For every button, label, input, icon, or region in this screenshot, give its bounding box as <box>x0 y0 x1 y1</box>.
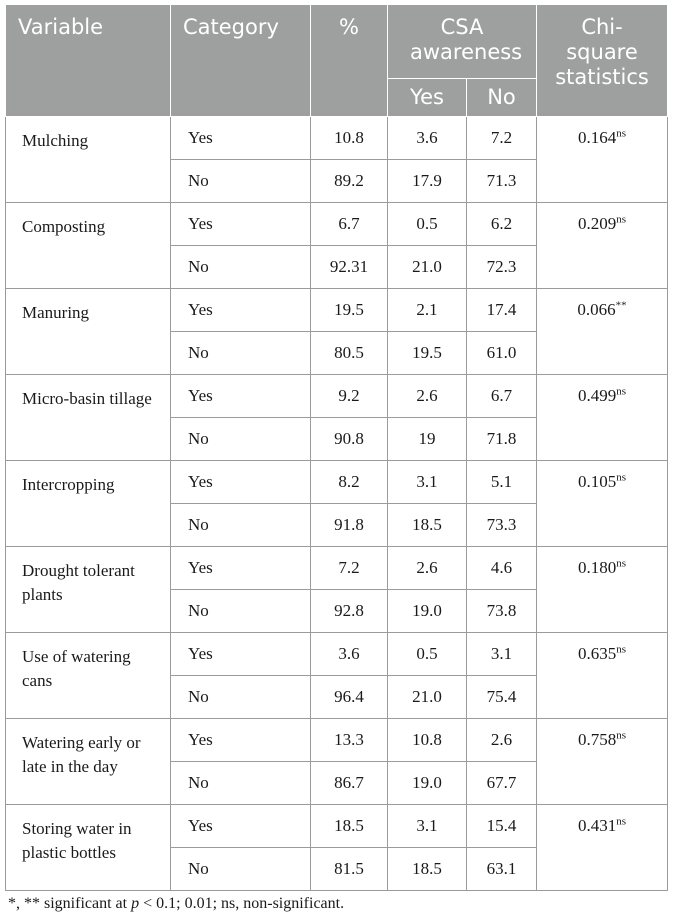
csa-yes-cell: 18.5 <box>388 848 467 891</box>
variable-cell: Manuring <box>6 289 171 375</box>
chi-square-value: 0.180 <box>578 558 617 577</box>
chi-square-value: 0.758 <box>578 730 617 749</box>
category-cell: No <box>171 590 311 633</box>
chi-square-cell <box>537 117 668 203</box>
chi-square-value: 0.066 <box>577 300 616 319</box>
chi-square-cell <box>537 375 668 461</box>
header-category: Category <box>171 5 311 117</box>
category-cell: No <box>171 246 311 289</box>
category-cell: No <box>171 848 311 891</box>
csa-no-cell: 7.2 <box>467 117 537 160</box>
table-row <box>6 633 668 676</box>
percent-cell: 3.6 <box>311 633 388 676</box>
chi-square-cell <box>537 203 668 289</box>
chi-square-value: 0.499 <box>578 386 617 405</box>
footnote-prefix: *, ** significant at <box>8 895 132 912</box>
csa-no-cell: 6.2 <box>467 203 537 246</box>
percent-cell: 13.3 <box>311 719 388 762</box>
csa-no-cell: 72.3 <box>467 246 537 289</box>
csa-yes-cell: 0.5 <box>388 633 467 676</box>
category-cell: No <box>171 418 311 461</box>
csa-no-cell: 75.4 <box>467 676 537 719</box>
table-row <box>6 547 668 590</box>
csa-no-cell: 3.1 <box>467 633 537 676</box>
category-cell: Yes <box>171 289 311 332</box>
csa-no-cell: 71.8 <box>467 418 537 461</box>
significance-mark: ns <box>616 643 627 656</box>
percent-cell: 8.2 <box>311 461 388 504</box>
chi-square-cell <box>537 805 668 891</box>
csa-yes-cell: 0.5 <box>388 203 467 246</box>
variable-cell: Drought tolerant plants <box>6 547 171 633</box>
csa-no-cell: 2.6 <box>467 719 537 762</box>
variable-cell: Use of watering cans <box>6 633 171 719</box>
csa-yes-cell: 19.5 <box>388 332 467 375</box>
csa-yes-cell: 19.0 <box>388 762 467 805</box>
header-variable: Variable <box>6 5 171 117</box>
significance-mark: ns <box>616 815 627 828</box>
percent-cell: 86.7 <box>311 762 388 805</box>
table-row <box>6 805 668 848</box>
percent-cell: 91.8 <box>311 504 388 547</box>
category-cell: Yes <box>171 375 311 418</box>
percent-cell: 6.7 <box>311 203 388 246</box>
variable-cell: Intercropping <box>6 461 171 547</box>
category-cell: No <box>171 504 311 547</box>
csa-yes-cell: 2.6 <box>388 375 467 418</box>
header-percent: % <box>311 5 388 117</box>
percent-cell: 10.8 <box>311 117 388 160</box>
table-header <box>6 5 668 117</box>
table-row <box>6 719 668 762</box>
percent-cell: 80.5 <box>311 332 388 375</box>
csa-yes-cell: 2.6 <box>388 547 467 590</box>
footnote-p: p <box>131 895 140 912</box>
csa-no-cell: 73.8 <box>467 590 537 633</box>
significance-mark: ns <box>616 127 627 140</box>
data-table <box>5 4 668 891</box>
category-cell: No <box>171 160 311 203</box>
percent-cell: 89.2 <box>311 160 388 203</box>
category-cell: No <box>171 332 311 375</box>
variable-cell: Micro-basin tillage <box>6 375 171 461</box>
csa-no-cell: 5.1 <box>467 461 537 504</box>
percent-cell: 92.8 <box>311 590 388 633</box>
variable-cell: Mulching <box>6 117 171 203</box>
category-cell: No <box>171 676 311 719</box>
csa-yes-cell: 17.9 <box>388 160 467 203</box>
chi-square-cell <box>537 719 668 805</box>
chi-square-value: 0.105 <box>578 472 617 491</box>
category-cell: Yes <box>171 461 311 504</box>
header-csa-no: No <box>467 79 537 117</box>
variable-cell: Storing water in plastic bottles <box>6 805 171 891</box>
significance-mark: ns <box>616 213 627 226</box>
significance-mark: ns <box>616 557 627 570</box>
variable-cell: Watering early or late in the day <box>6 719 171 805</box>
csa-yes-cell: 10.8 <box>388 719 467 762</box>
table-row <box>6 289 668 332</box>
chi-square-cell <box>537 633 668 719</box>
csa-yes-cell: 21.0 <box>388 676 467 719</box>
significance-mark: ns <box>616 729 627 742</box>
table-row <box>6 375 668 418</box>
percent-cell: 19.5 <box>311 289 388 332</box>
csa-no-cell: 6.7 <box>467 375 537 418</box>
csa-no-cell: 17.4 <box>467 289 537 332</box>
variable-cell: Composting <box>6 203 171 289</box>
significance-mark: ** <box>615 299 627 312</box>
csa-no-cell: 67.7 <box>467 762 537 805</box>
percent-cell: 92.31 <box>311 246 388 289</box>
csa-yes-cell: 18.5 <box>388 504 467 547</box>
header-csa-awareness: CSA awareness <box>388 5 537 79</box>
percent-cell: 96.4 <box>311 676 388 719</box>
csa-yes-cell: 3.6 <box>388 117 467 160</box>
percent-cell: 81.5 <box>311 848 388 891</box>
header-csa-yes: Yes <box>388 79 467 117</box>
chi-square-value: 0.431 <box>578 816 617 835</box>
significance-mark: ns <box>616 385 627 398</box>
chi-square-cell <box>537 547 668 633</box>
csa-no-cell: 63.1 <box>467 848 537 891</box>
csa-yes-cell: 19.0 <box>388 590 467 633</box>
csa-no-cell: 4.6 <box>467 547 537 590</box>
category-cell: Yes <box>171 719 311 762</box>
table-row <box>6 203 668 246</box>
csa-no-cell: 61.0 <box>467 332 537 375</box>
csa-yes-cell: 3.1 <box>388 805 467 848</box>
csa-yes-cell: 19 <box>388 418 467 461</box>
category-cell: Yes <box>171 547 311 590</box>
csa-yes-cell: 2.1 <box>388 289 467 332</box>
category-cell: Yes <box>171 117 311 160</box>
table-body <box>6 117 668 891</box>
percent-cell: 9.2 <box>311 375 388 418</box>
category-cell: Yes <box>171 633 311 676</box>
csa-no-cell: 15.4 <box>467 805 537 848</box>
footnote <box>8 895 344 913</box>
header-chi-square: Chi-square statistics <box>537 5 668 117</box>
chi-square-cell <box>537 289 668 375</box>
table-row <box>6 461 668 504</box>
percent-cell: 7.2 <box>311 547 388 590</box>
chi-square-value: 0.164 <box>578 128 617 147</box>
table-row <box>6 117 668 160</box>
csa-no-cell: 71.3 <box>467 160 537 203</box>
chi-square-value: 0.209 <box>578 214 617 233</box>
csa-no-cell: 73.3 <box>467 504 537 547</box>
percent-cell: 18.5 <box>311 805 388 848</box>
csa-yes-cell: 21.0 <box>388 246 467 289</box>
chi-square-value: 0.635 <box>578 644 617 663</box>
footnote-suffix: < 0.1; 0.01; ns, non-significant. <box>139 895 345 912</box>
category-cell: Yes <box>171 203 311 246</box>
significance-mark: ns <box>616 471 627 484</box>
category-cell: Yes <box>171 805 311 848</box>
percent-cell: 90.8 <box>311 418 388 461</box>
chi-square-cell <box>537 461 668 547</box>
category-cell: No <box>171 762 311 805</box>
csa-yes-cell: 3.1 <box>388 461 467 504</box>
